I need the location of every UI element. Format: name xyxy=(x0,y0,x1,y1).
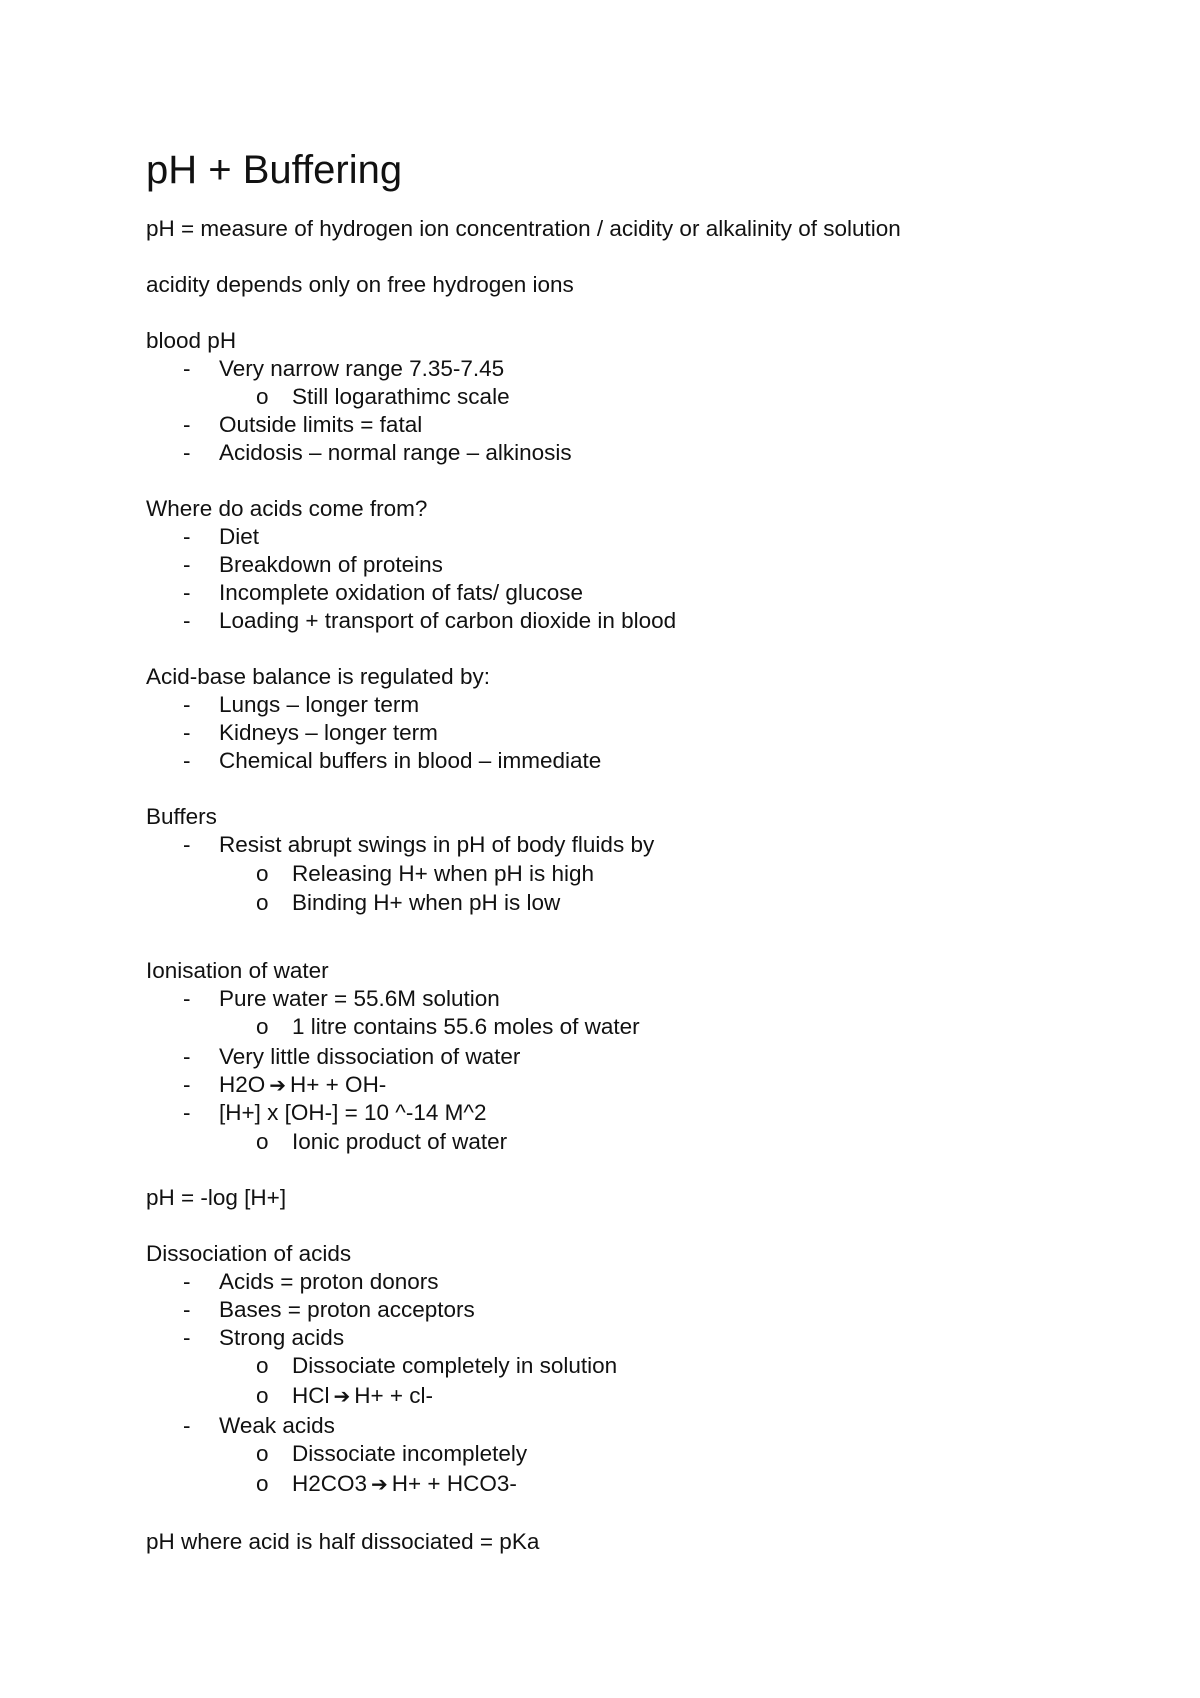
right-arrow-icon: ➔ xyxy=(269,1073,287,1097)
list-item: Outside limits = fatal xyxy=(219,412,423,437)
right-arrow-icon: ➔ xyxy=(333,1384,351,1408)
list-dash-marker: - xyxy=(183,608,191,633)
acidity-note: acidity depends only on free hydrogen ions xyxy=(146,272,574,297)
acid-sources-heading: Where do acids come from? xyxy=(146,496,428,521)
list-subitem: Dissociate incompletely xyxy=(292,1441,528,1466)
list-circle-marker: o xyxy=(256,890,269,915)
list-circle-marker: o xyxy=(256,1129,269,1154)
list-item: Lungs – longer term xyxy=(219,692,420,717)
list-dash-marker: - xyxy=(183,524,191,549)
list-subitem: 1 litre contains 55.6 moles of water xyxy=(292,1014,640,1039)
list-circle-marker: o xyxy=(256,1353,269,1378)
list-item: Resist abrupt swings in pH of body fluids by xyxy=(219,832,655,857)
list-dash-marker: - xyxy=(183,356,191,381)
equation-products: H+ + HCO3- xyxy=(391,1471,517,1496)
list-circle-marker: o xyxy=(256,1471,269,1496)
equation-reactant: H2O xyxy=(219,1072,266,1097)
list-circle-marker: o xyxy=(256,384,269,409)
list-dash-marker: - xyxy=(183,748,191,773)
list-dash-marker: - xyxy=(183,1297,191,1322)
pka-note: pH where acid is half dissociated = pKa xyxy=(146,1529,540,1554)
list-subitem-equation xyxy=(292,1382,433,1410)
ionisation-heading: Ionisation of water xyxy=(146,958,329,983)
list-circle-marker: o xyxy=(256,1383,269,1408)
list-circle-marker: o xyxy=(256,861,269,886)
equation-reactant: H2CO3 xyxy=(292,1471,368,1496)
list-dash-marker: - xyxy=(183,580,191,605)
list-subitem: Dissociate completely in solution xyxy=(292,1353,618,1378)
list-dash-marker: - xyxy=(183,412,191,437)
page-title: pH + Buffering xyxy=(146,148,403,192)
list-item-equation xyxy=(219,1071,386,1099)
list-circle-marker: o xyxy=(256,1441,269,1466)
list-subitem-equation xyxy=(292,1470,517,1498)
list-subitem: Ionic product of water xyxy=(292,1129,508,1154)
list-item: Kidneys – longer term xyxy=(219,720,438,745)
list-dash-marker: - xyxy=(183,440,191,465)
list-item: Acids = proton donors xyxy=(219,1269,439,1294)
list-dash-marker: - xyxy=(183,1044,191,1069)
list-item: Strong acids xyxy=(219,1325,345,1350)
blood-ph-heading: blood pH xyxy=(146,328,237,353)
right-arrow-icon: ➔ xyxy=(371,1472,388,1496)
list-item: [H+] x [OH-] = 10 ^-14 M^2 xyxy=(219,1100,487,1125)
list-item: Chemical buffers in blood – immediate xyxy=(219,748,602,773)
list-item: Weak acids xyxy=(219,1413,335,1438)
list-dash-marker: - xyxy=(183,692,191,717)
list-dash-marker: - xyxy=(183,832,191,857)
list-dash-marker: - xyxy=(183,552,191,577)
list-dash-marker: - xyxy=(183,1325,191,1350)
list-item: Incomplete oxidation of fats/ glucose xyxy=(219,580,583,605)
list-dash-marker: - xyxy=(183,1072,191,1097)
list-subitem: Releasing H+ when pH is high xyxy=(292,861,595,886)
list-item: Diet xyxy=(219,524,260,549)
list-subitem: Binding H+ when pH is low xyxy=(292,890,561,915)
list-subitem: Still logarathimc scale xyxy=(292,384,510,409)
buffers-heading: Buffers xyxy=(146,804,217,829)
ph-definition: pH = measure of hydrogen ion concentration / acidity or alkalinity of solution xyxy=(146,216,901,241)
list-item: Loading + transport of carbon dioxide in blood xyxy=(219,608,677,633)
acid-base-heading: Acid-base balance is regulated by: xyxy=(146,664,490,689)
list-item: Very narrow range 7.35-7.45 xyxy=(219,356,505,381)
list-item: Pure water = 55.6M solution xyxy=(219,986,500,1011)
list-item: Acidosis – normal range – alkinosis xyxy=(219,440,572,465)
list-dash-marker: - xyxy=(183,986,191,1011)
list-circle-marker: o xyxy=(256,1014,269,1039)
list-dash-marker: - xyxy=(183,1413,191,1438)
list-item: Breakdown of proteins xyxy=(219,552,443,577)
equation-products: H+ + OH- xyxy=(290,1072,387,1097)
dissociation-heading: Dissociation of acids xyxy=(146,1241,352,1266)
list-item: Bases = proton acceptors xyxy=(219,1297,475,1322)
list-item: Very little dissociation of water xyxy=(219,1044,521,1069)
equation-products: H+ + cl- xyxy=(354,1383,434,1408)
list-dash-marker: - xyxy=(183,1269,191,1294)
list-dash-marker: - xyxy=(183,1100,191,1125)
ph-formula: pH = -log [H+] xyxy=(146,1185,287,1210)
list-dash-marker: - xyxy=(183,720,191,745)
equation-reactant: HCl xyxy=(292,1383,330,1408)
